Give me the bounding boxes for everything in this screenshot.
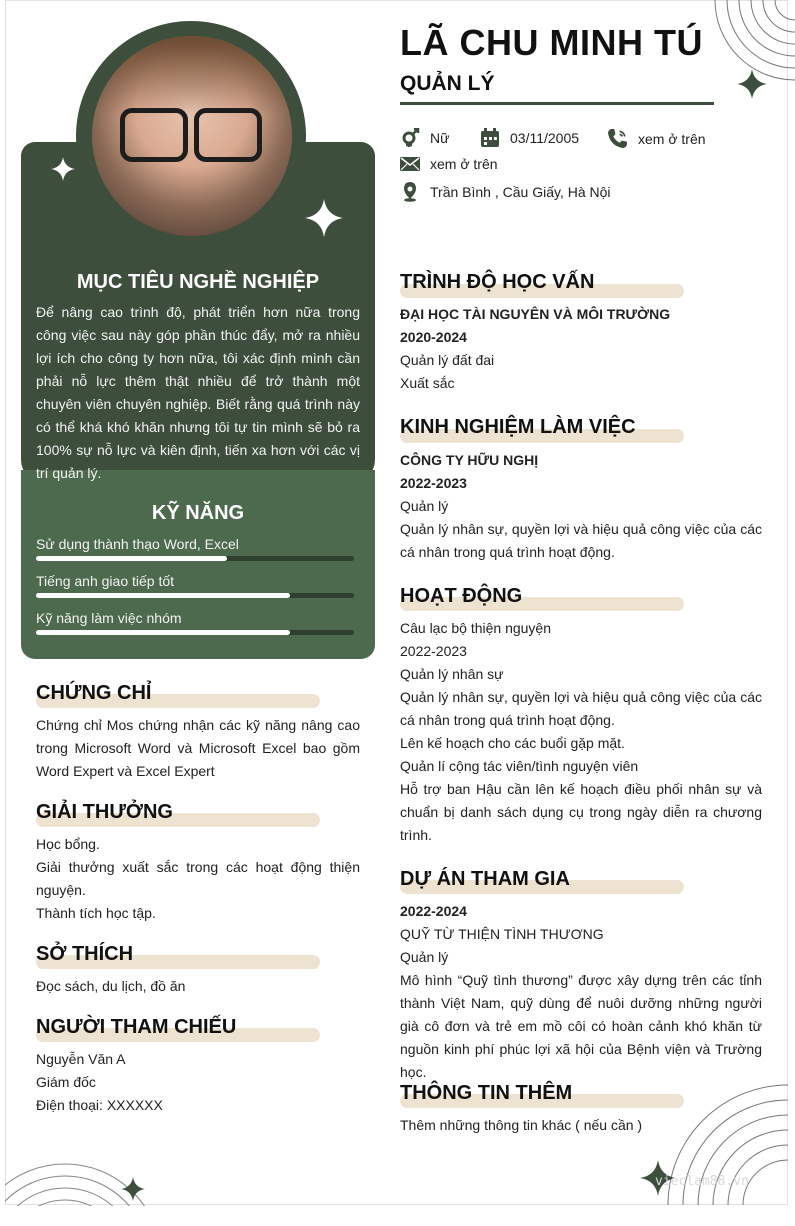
certificates-title: CHỨNG CHỈ [36, 682, 152, 704]
experience-period: 2022-2023 [400, 475, 467, 491]
hobbies-heading [36, 943, 133, 966]
awards-list [36, 833, 360, 925]
company-name: CÔNG TY HỮU NGHỊ [400, 452, 539, 468]
extra-heading [400, 1082, 572, 1105]
job-title: QUẢN LÝ [400, 72, 495, 95]
experience-description: Quản lý nhân sự, quyền lợi và hiệu quả công việc của các cá nhân trong quá trình hoạt động. [400, 521, 762, 560]
location-pin-icon [400, 182, 420, 202]
education-heading [400, 271, 594, 294]
activities-heading [400, 585, 522, 608]
top-right-star-icon [737, 69, 767, 99]
gender-icon [400, 128, 420, 148]
skill-fill [36, 556, 227, 561]
gender-row [400, 128, 449, 148]
birthday-row [480, 128, 579, 148]
skill-item [36, 536, 354, 561]
award-item: Giải thưởng xuất sắc trong các hoạt động thiện nguyện. [36, 859, 360, 898]
education-grade: Xuất sắc [400, 375, 455, 391]
project-name: QUỸ TỪ THIỆN TÌNH THƯƠNG [400, 926, 604, 942]
skills-title: KỸ NĂNG [151, 502, 245, 524]
education-period: 2020-2024 [400, 329, 467, 345]
certificates-text: Chứng chỉ Mos chứng nhận các kỹ năng nâng cao trong Microsoft Word và Microsoft Excel bao gồm Word Expert và Excel Expert [36, 717, 360, 779]
skill-track [36, 593, 354, 598]
full-name: LÃ CHU MINH TÚ [400, 22, 703, 63]
activity-description: Hỗ trợ ban Hậu cần lên kế hoạch điều phối nhân sự và chuẩn bị danh sách dụng cụ trong ngày diễn ra chương trình. [400, 781, 762, 843]
skill-item [36, 610, 354, 635]
project-position: Quản lý [400, 949, 449, 965]
awards-heading [36, 801, 173, 824]
experience-body [400, 449, 762, 564]
award-item: Học bổng. [36, 836, 100, 852]
skill-label: Kỹ năng làm việc nhóm [36, 610, 182, 626]
phone-value: xem ở trên [638, 130, 706, 147]
activity-period: 2022-2023 [400, 643, 467, 659]
certificates-heading [36, 682, 151, 705]
hobbies-text: Đọc sách, du lịch, đồ ăn [36, 978, 186, 994]
skill-fill [36, 630, 290, 635]
award-item: Thành tích học tập. [36, 905, 156, 921]
gender-value: Nữ [430, 130, 450, 146]
extra-title: THÔNG TIN THÊM [400, 1082, 573, 1104]
extra-text: Thêm những thông tin khác ( nếu cần ) [400, 1117, 643, 1133]
panel-star-small-icon [51, 157, 75, 181]
email-row [400, 155, 498, 173]
activity-position-2: Quản lí cộng tác viên/tình nguyện viên [400, 758, 639, 774]
title-divider [400, 102, 714, 105]
education-body [400, 303, 762, 395]
experience-position: Quản lý [400, 498, 449, 514]
projects-body [400, 900, 762, 1084]
references-list [36, 1048, 360, 1117]
watermark: vieclam88.vn [655, 1174, 749, 1189]
project-description: Mô hình “Quỹ tình thương” được xây dựng trên các tỉnh thành Việt Nam, quỹ dùng để nuôi dưỡng những người già cô đơn và trẻ em mồ côi có hoàn cảnh khó khăn từ nguồn kinh phí phúc lợi xã hội của Bệnh viện và Trường học. [400, 972, 762, 1080]
panel-star-large-icon [305, 199, 343, 237]
skill-track [36, 630, 354, 635]
education-major: Quản lý đất đai [400, 352, 495, 368]
projects-title: DỰ ÁN THAM GIA [400, 868, 570, 890]
birthday-value: 03/11/2005 [510, 130, 580, 146]
reference-name: Nguyễn Văn A [36, 1051, 126, 1067]
profile-photo [92, 36, 292, 236]
education-title: TRÌNH ĐỘ HỌC VẤN [400, 271, 595, 293]
projects-heading [400, 868, 570, 891]
hobbies-title: SỞ THÍCH [36, 943, 134, 965]
reference-position: Giám đốc [36, 1074, 96, 1090]
experience-heading [400, 416, 636, 439]
activities-body [400, 617, 762, 847]
activities-title: HOẠT ĐỘNG [400, 585, 523, 607]
skill-track [36, 556, 354, 561]
calendar-icon [480, 128, 500, 148]
activity-position: Quản lý nhân sự [400, 666, 504, 682]
school-name: ĐẠI HỌC TÀI NGUYÊN VÀ MÔI TRƯỜNG [400, 306, 671, 322]
phone-row [607, 128, 706, 149]
skill-label: Sử dụng thành thạo Word, Excel [36, 536, 239, 552]
references-title: NGƯỜI THAM CHIẾU [36, 1016, 237, 1038]
skill-fill [36, 593, 290, 598]
project-period: 2022-2024 [400, 903, 467, 919]
email-value: xem ở trên [430, 156, 498, 172]
reference-phone: Điện thoại: XXXXXX [36, 1097, 163, 1113]
bottom-left-star-icon [121, 1177, 145, 1201]
objective-title: MỤC TIÊU NGHỀ NGHIỆP [76, 271, 320, 293]
objective-text: Để nâng cao trình độ, phát triển hơn nữa trong công việc sau này góp phần thúc đẩy, mở ra nhiều lợi ích cho công ty hơn nữa, tôi xác định mình cần phải nỗ lực thêm thật nhiều để trở thành một chuyên viên chuyên nghiệp. Biết rằng quá trình này có thể khá khó khăn nhưng tôi tự tin mình sẽ bỏ ra 100% sự nỗ lực và kiên định, tiến xa hơn với các vị trí quản lý. [36, 304, 360, 481]
activity-description: Lên kế hoạch cho các buổi gặp mặt. [400, 735, 625, 751]
skill-label: Tiếng anh giao tiếp tốt [36, 573, 175, 589]
experience-title: KINH NGHIỆM LÀM VIỆC [400, 416, 636, 438]
references-heading [36, 1016, 236, 1039]
email-icon [400, 155, 420, 173]
activity-description: Quản lý nhân sự, quyền lợi và hiệu quả công việc của các cá nhân trong quá trình hoạt động. [400, 689, 762, 728]
address-value: Trần Bình , Cầu Giấy, Hà Nội [430, 184, 611, 200]
phone-icon [607, 128, 628, 149]
address-row [400, 182, 611, 202]
awards-title: GIẢI THƯỞNG [36, 801, 173, 823]
activity-org: Câu lạc bộ thiện nguyện [400, 620, 551, 636]
skill-item [36, 573, 354, 598]
